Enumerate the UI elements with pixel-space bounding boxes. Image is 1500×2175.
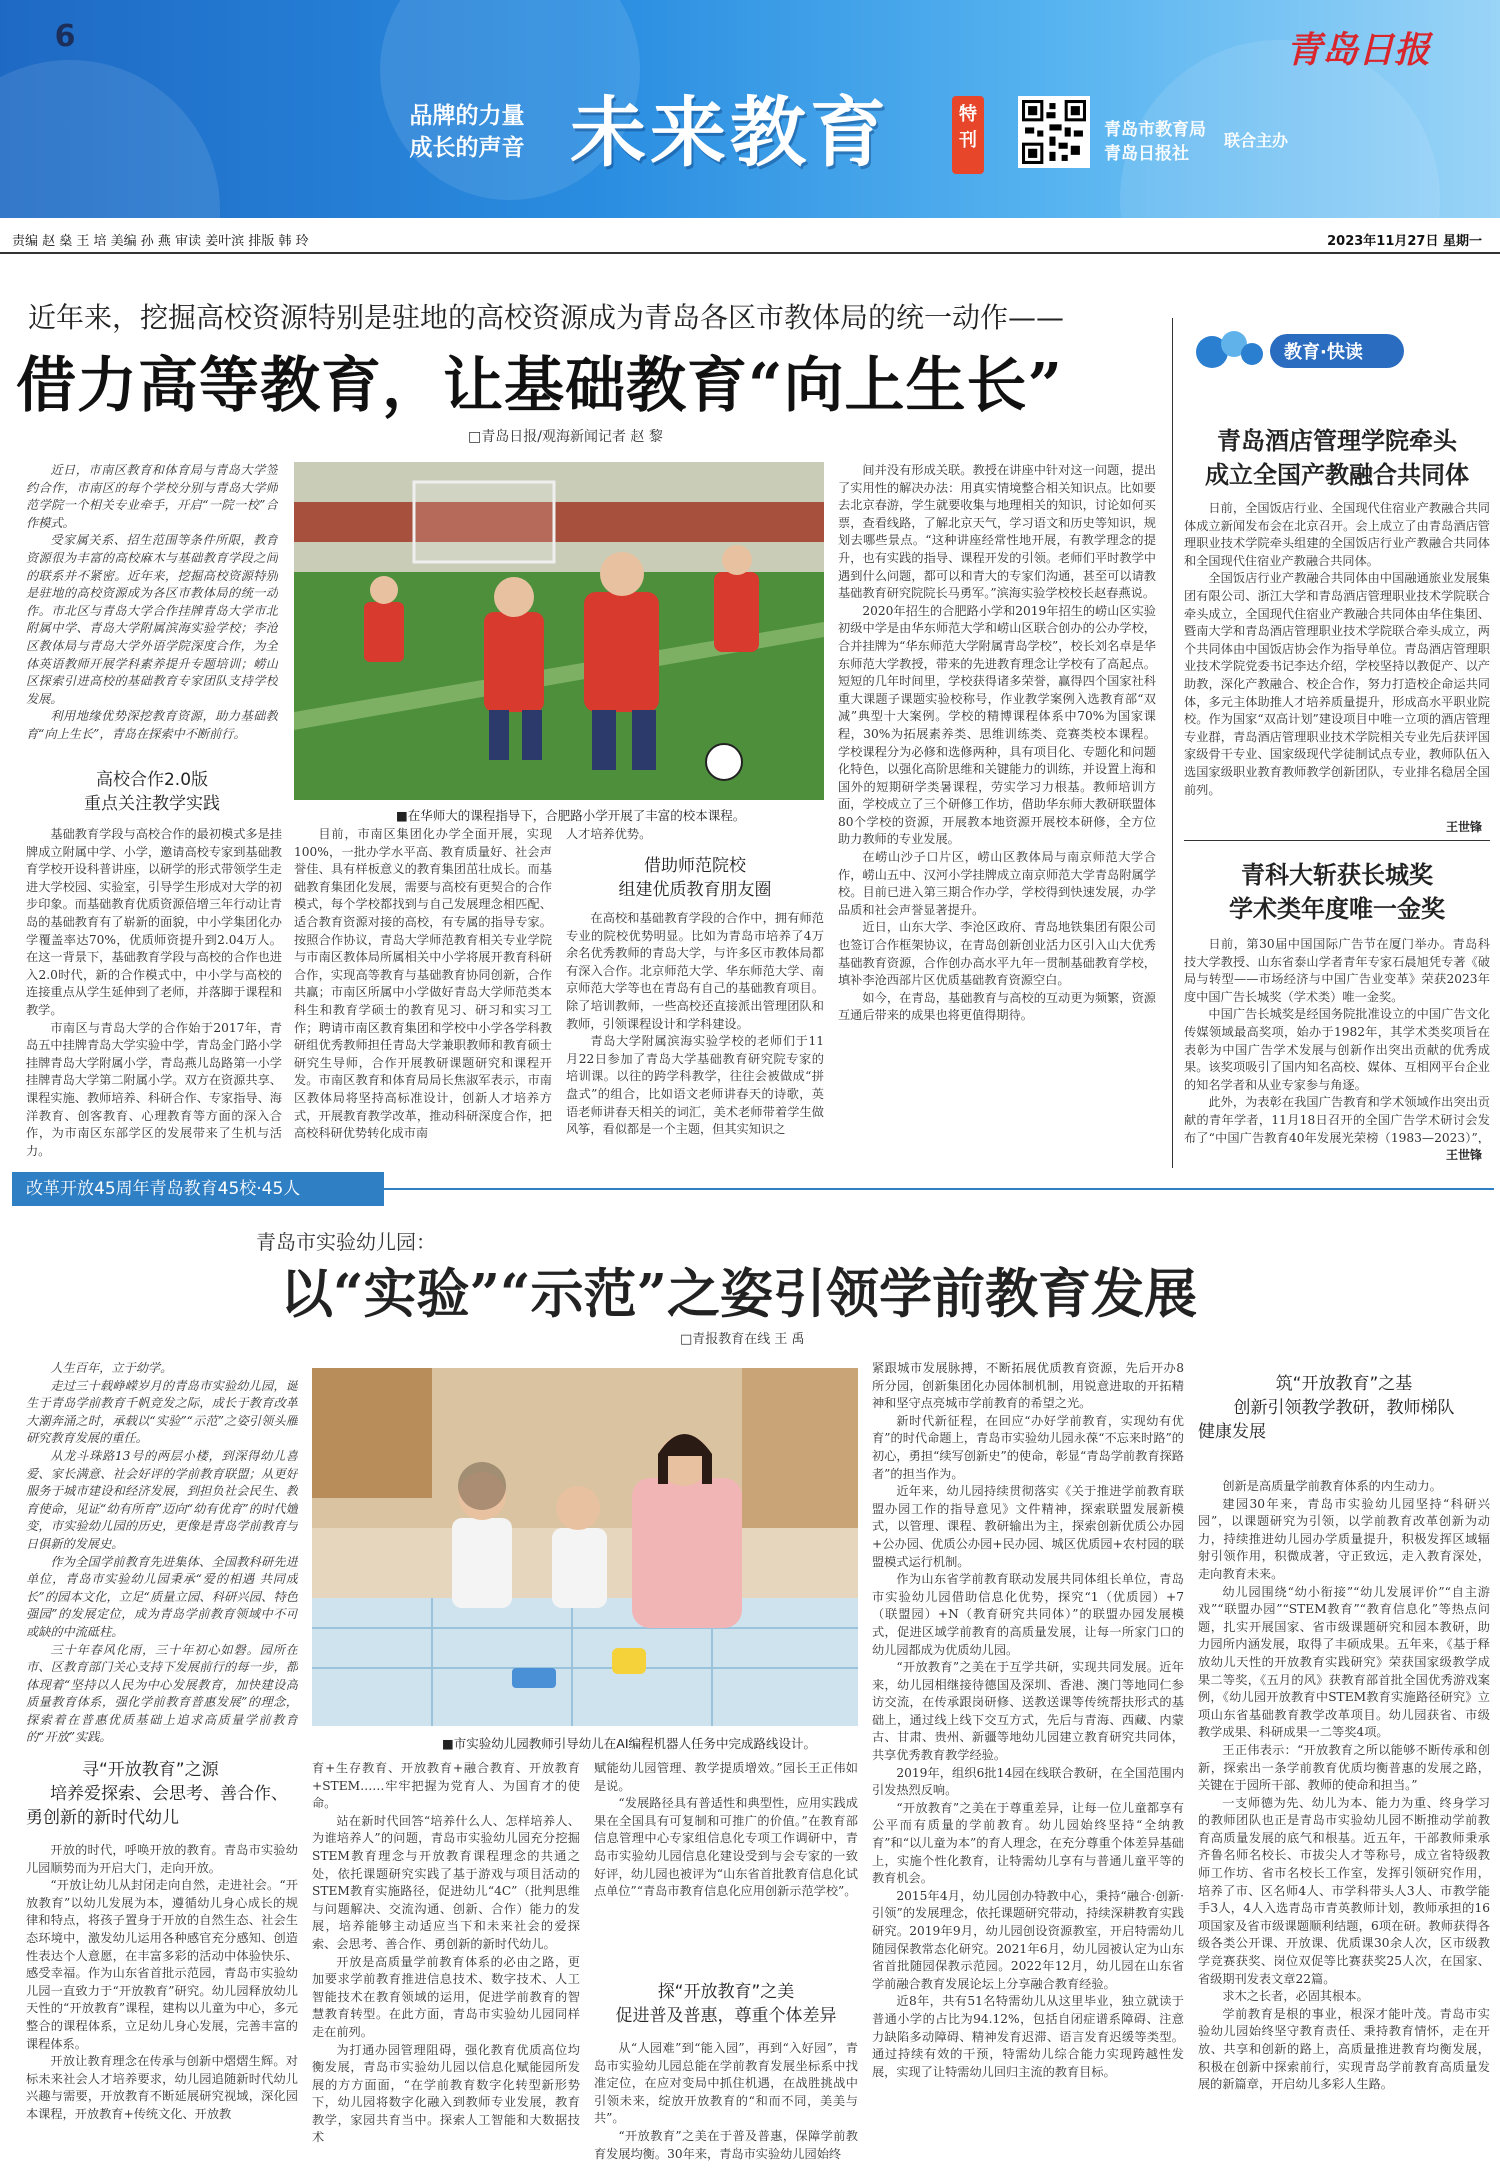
paragraph: 在高校和基础教育学段的合作中，拥有师范专业的院校优势明显。比如为青岛市培养了4万余名优秀教师的青岛大学，与许多区市教体局都有深入合作。北京师范大学、华东师范大学、南京师范大学等也在青岛有自己的基础教育项目。除了培训教师，一些高校还直接派出管理团队和教师，引领课程设计和学科建设。	[566, 911, 824, 1031]
story2-subhead-1	[26, 1758, 298, 1830]
story2-photo	[312, 1368, 858, 1726]
title-line: 青岛酒店管理学院牵头	[1217, 426, 1457, 455]
slogan-line: 品牌的力量	[409, 103, 525, 129]
paragraph: “开放教育”之美在于尊重差异，让每一位儿童都享有公平而有质量的学前教育。幼儿园始终坚持“全纳教育”和“以儿童为本”的育人理念，在充分尊重个体差异基础上，实施个性化教育，让特需幼儿享有与普通儿童平等的教育机会。	[872, 1800, 1184, 1886]
paragraph: 走过三十载峥嵘岁月的青岛市实验幼儿园，诞生于青岛学前教育千帆竞发之际，成长于教育改革大潮奔涌之时，承载以“实验”“示范”之姿引领头雁研究教育发展的重任。	[26, 1378, 298, 1446]
story2-photo-caption: ■市实验幼儿园教师引导幼儿在AI编程机器人任务中完成路线设计。	[442, 1736, 817, 1751]
story1-headline: 借力高等教育，让基础教育“向上生长”	[16, 351, 1064, 421]
paragraph: 幼儿园围绕“幼小衔接”“幼儿发展评价”“自主游戏”“联盟办园”“STEM教育”“教育信息化”等热点问题，扎实开展国家、省市级课题研究和园本教研，助力园所内涵发展，取得了丰硕成果。五年来，《基于释放幼儿天性的开放教育实践研究》荣获国家级教学成果二等奖，《五月的风》获教育部首批全国优秀游戏案例，《幼儿园开放教育中STEM教育实施路径研究》立项山东省基础教育教学改革项目。幼儿园获省、市级教学成果、科研成果一二等奖4项。	[1198, 1584, 1490, 1740]
story2-subhead-4	[1198, 1372, 1490, 1444]
column-divider	[1172, 318, 1173, 1168]
sidebar-item1-body	[1184, 500, 1490, 816]
story2-kicker: 青岛市实验幼儿园：	[256, 1230, 436, 1254]
story2-column-3	[594, 1760, 858, 1966]
paragraph: 一支师德为先、幼儿为本、能力为重、终身学习的教师团队也正是青岛市实验幼儿园不断推动学前教育高质量发展的底气和根基。近五年，干部教师秉承齐鲁名师名校长、市拔尖人才等称号，成立省特级教师工作坊、省市名校长工作室，发挥引领研究作用，培养了市、区名师4人、市学科带头人3人、市教学能手3人，4人入选青岛市青英教师计划，教师承担的16项国家及省市级课题顺利结题，6项在研。教师获得各级各类公开课、开放课、优质课30余人次，区市级教学竞赛获奖、岗位双促等比赛获奖25人次，在国家、省级期刊发表文章22篇。	[1198, 1795, 1490, 1986]
paragraph: 开放的时代，呼唤开放的教育。青岛市实验幼儿园顺势而为开启大门，走向开放。	[26, 1843, 298, 1875]
special-tag-text: 特刊	[959, 104, 977, 151]
paragraph: 学前教育是根的事业，根深才能叶茂。青岛市实验幼儿园始终坚守教育责任、秉持教育情怀，走在开放、共享和创新的路上，高质量推进教育均衡发展，积极在创新中探索前行，实现青岛学前教育高质量发展的新篇章，开启幼儿多彩人生路。	[1198, 2006, 1490, 2092]
paragraph: 近日，市南区教育和体育局与青岛大学签约合作，市南区的每个学校分别与青岛大学师范学院一个相关专业牵手，开启“一院一校”合作模式。	[26, 463, 278, 530]
paragraph: 赋能幼儿园管理、教学提质增效。”园长王正伟如是说。	[594, 1761, 858, 1793]
quick-read-label: 教育·快读	[1284, 342, 1363, 363]
story1-column-3-top	[566, 826, 824, 846]
paragraph: 从“人园难”到“能入园”，再到“入好园”，青岛市实验幼儿园总能在学前教育发展坐标系中找准定位，在应对变局中抓住机遇，在战胜挑战中引领未来，绽放开放教育的“和而不同，美美与共”。	[594, 2041, 858, 2126]
sponsors	[1104, 118, 1206, 166]
paragraph: 近8年，共有51名特需幼儿从这里毕业，独立就读于普通小学的占比为94.12%，包括自闭症谱系障碍、注意力缺陷多动障碍、精神发育迟滞、语言发育迟缓等类型。通过持续有效的干预，特需幼儿综合能力实现跨越性发展，实现了让特需幼儿回归主流的教育目标。	[872, 1994, 1184, 2079]
education-quick-read-logo	[1190, 322, 1410, 376]
paragraph: “开放教育”之美在于普及普惠，保障学前教育发展均衡。30年来，青岛市实验幼儿园始终	[594, 2128, 858, 2161]
paragraph: 作为山东省学前教育联动发展共同体组长单位，青岛市实验幼儿园借助信息化优势，探究“1（优质园）+7（联盟园）+N（教育研究共同体）”的联盟办园发展模式，促进区域学前教育的高质量发展，让每一所家门口的幼儿园都成为优质幼儿园。	[872, 1572, 1184, 1657]
story1-lead	[26, 462, 278, 762]
paragraph: 从龙斗珠路13号的两层小楼，到深得幼儿喜爱、家长满意、社会好评的学前教育联盟；从更好服务于城市建设和经济发展，到担负社会民生、教育使命，见证“幼有所育”迈向“幼有优育”的时代嬗变，市实验幼儿园的历史，更像是青岛学前教育与日俱新的发展史。	[26, 1448, 298, 1551]
paragraph: 求木之长者，必固其根本。	[1222, 1989, 1369, 2004]
paragraph: 目前，市南区集团化办学全面开展，实现100%，一批办学水平高、教育质量好、社会声誉佳、具有样板意义的教育集团茁壮成长。而基础教育集团化发展，需要与高校有更契合的合作模式，每个学校都找到与自己发展理念相匹配、适合教育资源对接的高校，有专属的指导专家。按照合作协议，青岛大学师范教育相关专业学院与市南区教体局所属相关中小学将展开教育科研合作，实现高等教育与基础教育协同创新，合作共赢；市南区所属中小学做好青岛大学师范类本科生和教育学硕士的教育见习、研习和实习工作；聘请市南区教育集团和学校中小学各学科教研组优秀教师担任青岛大学兼职教师和教育硕士研究生导师，合作开展教研课题研究和课程开发。市南区教育和体育局局长焦淑军表示，市南区教体局将坚持高标准设计，创新人才培养方式，开展教育教学改革，推动科研深度合作，把高校科研优势转化成市南	[294, 827, 552, 1141]
banner-title: 未来教育	[570, 88, 890, 177]
paragraph: 开放让教育理念在传承与创新中熠熠生辉。对标未来社会人才培养要求，幼儿园追随新时代幼儿兴趣与需要，开放教育不断延展研究视域，深化园本课程，开放教育+传统文化、开放教	[26, 2054, 298, 2121]
subhead-line: 健康发展	[1198, 1422, 1266, 1442]
subhead-line: 高校合作2.0版	[95, 770, 209, 790]
title-line: 成立全国产教融合共同体	[1205, 460, 1469, 489]
paragraph: 人才培养优势。	[566, 827, 652, 841]
section-rule	[384, 1188, 1494, 1190]
story1-subhead-2	[566, 854, 824, 902]
paragraph: 新时代新征程，在回应“办好学前教育，实现幼有优育”的时代命题上，青岛市实验幼儿园永葆“不忘来时路”的初心，勇担“续写创新史”的使命，彰显“青岛学前教育探路者”的担当作为。	[872, 1413, 1184, 1481]
sidebar-item1-title	[1184, 424, 1490, 492]
qr-code-icon[interactable]	[1018, 96, 1090, 168]
paragraph: 紧跟城市发展脉搏，不断拓展优质教育资源，先后开办8所分园，创新集团化办园体制机制，用锐意进取的开拓精神和坚守点亮城市学前教育的希望之光。	[872, 1361, 1184, 1411]
paragraph: 开放是高质量学前教育体系的必由之路，更加要求学前教育推进信息技术、数字技术、人工智能技术在教育领域的运用，促进学前教育的智慧教育转型。在此方面，青岛市实验幼儿园同样走在前列。	[312, 1954, 580, 2039]
story1-photo-caption: ■在华师大的课程指导下，合肥路小学开展了丰富的校本课程。	[396, 808, 746, 823]
kindergarten-photo-graphic	[312, 1368, 858, 1726]
story2-byline: □青报教育在线 王 禹	[680, 1332, 805, 1347]
editor-credits: 责编 赵 燊 王 培 美编 孙 燕 审读 姜叶滨 排版 韩 玲	[12, 234, 309, 249]
story1-column-4	[838, 462, 1156, 1162]
paragraph: 市南区与青岛大学的合作始于2017年，青岛五中挂牌青岛大学实验中学，青岛金门路小学挂牌青岛大学附属小学，青岛燕儿岛路第一小学挂牌青岛大学第二附属小学。双方在资源共享、课程实施、教师培养、科研合作、专家指导、海洋教育、创客教育、心理教育等方面的深入合作，为市南区东部学区的发展带来了生机与活力。	[26, 1020, 282, 1158]
paragraph: 建园30年来，青岛市实验幼儿园坚持“科研兴园”，以课题研究为引领，以学前教育改革创新为动力，持续推进幼儿园办学质量提升，积极发挥区域辐射引领作用，积微成著，守正致远，走入教育深处，走向教育未来。	[1198, 1496, 1490, 1581]
paragraph: 三十年春风化雨，三十年初心如磐。园所在市、区教育部门关心支持下发展前行的每一步，都体现着“坚持以人民为中心发展教育，加快建设高质量教育体系，强化学前教育普惠发展”的理念，探索着在普惠优质基础上追求高质量学前教育的“开放”实践。	[26, 1642, 298, 1745]
paragraph: 育+生存教育、开放教育+融合教育、开放教育+STEM……牢牢把握为党育人、为国育才的使命。	[312, 1761, 580, 1811]
section-bar: 改革开放45周年青岛教育45校·45人	[12, 1172, 384, 1206]
paragraph: 人生百年，立于幼学。	[50, 1361, 173, 1375]
paper-logo: 青岛日报	[1285, 29, 1430, 71]
story2-headline: 以“实验”“示范”之姿引领学前教育发展	[280, 1263, 1197, 1325]
paragraph: 2015年4月，幼儿园创办特教中心，秉持“融合·创新·引领”的发展理念，依托课题研究带动，持续深耕教育实践研究。2019年9月，幼儿园创设资源教室，开启特需幼儿随园保教常态化研究。2021年6月，幼儿园被认定为山东省首批随园保教示范园。2022年12月，幼儿园在山东省学前融合教育发展论坛上分享融合教育经验。	[872, 1888, 1184, 1991]
story1-column-2	[294, 826, 552, 1162]
story1-photo	[294, 462, 824, 800]
paragraph: 近日，山东大学、李沧区政府、青岛地铁集团有限公司也签订合作框架协议，在青岛创新创业活力区引入山大优秀基础教育资源，合作创办高水平九年一贯制基础教育学校，填补李沧西部片区优质基础教育资源空白。	[838, 920, 1156, 988]
story2-column-2	[312, 1760, 580, 2164]
paragraph: 利用地缘优势深挖教育资源，助力基础教育“向上生长”，青岛在探索中不断前行。	[26, 709, 278, 741]
subhead-line: 筑“开放教育”之基	[1275, 1374, 1413, 1394]
story1-column-1	[26, 826, 282, 1162]
story1-byline: □青岛日报/观海新闻记者 赵 黎	[468, 429, 663, 445]
paragraph: 如今，在青岛，基础教育与高校的互动更为频繁，资源互通后带来的成果也将更值得期待。	[838, 990, 1156, 1023]
sidebar-item2-body	[1184, 936, 1490, 1144]
sponsor-name: 青岛市教育局	[1104, 120, 1206, 140]
soccer-photo-graphic	[294, 462, 824, 800]
title-line: 青科大斩获长城奖	[1241, 860, 1433, 889]
title-line: 学术类年度唯一金奖	[1229, 894, 1445, 923]
sponsor-note: 联合主办	[1224, 131, 1289, 150]
story2-column-5	[1198, 1478, 1490, 2164]
sidebar-divider	[1184, 840, 1490, 841]
qr-code-graphic	[1022, 100, 1086, 164]
paragraph: 站在新时代回答“培养什么人、怎样培养人、为谁培养人”的问题，青岛市实验幼儿园充分挖掘STEM教育理念与开放教育课程理念的共通之处，依托课题研究实践了基于游戏与项目活动的STEM教育实施路径，促进幼儿“4C”（批判思维与问题解决、交流沟通、创新、合作）能力的发展，培养能够主动适应当下和未来社会的爱探索、会思考、善合作、勇创新的新时代幼儿。	[312, 1813, 580, 1951]
paragraph: 青岛大学附属滨海实验学校的老师们于11月22日参加了青岛大学基础教育研究院专家的培训课。以往的跨学科教学，往往会被做成“拼盘式”的组合，比如语文老师讲春天的诗歌，英语老师讲春天相关的词汇，美术老师带着学生做风筝，看似都是一个主题，但其实知识之	[566, 1034, 824, 1137]
paragraph: 近年来，幼儿园持续贯彻落实《关于推进学前教育联盟办园工作的指导意见》文件精神，探索联盟发展新模式，以管理、课程、教研输出为主，探索创新优质公办园+公办园、优质公办园+民办园、城区优质园+农村园的联盟模式运行机制。	[872, 1484, 1184, 1569]
paragraph: 创新是高质量学前教育体系的内生动力。	[1222, 1479, 1442, 1493]
paragraph: 间并没有形成关联。教授在讲座中针对这一问题，提出了实用性的解决办法：用真实情境整合相关知识点。比如要去北京春游，学生就要收集与地理相关的知识，讨论如何买票，查看线路，了解北京天气，学习语文和历史等知识，规划去哪些景点。“这种讲座经常性地开展，有教学理念的提升，也有实践的指导、课程开发的引领。老师们平时教学中遇到什么问题，都可以和青大的专家们沟通，甚至可以请教基础教育研究院院长马勇军。”滨海实验学校校长赵春燕说。	[838, 463, 1156, 601]
paragraph: 2019年，组织6批14园在线联合教研，在全国范围内引发热烈反响。	[872, 1765, 1184, 1798]
sponsor-name: 青岛日报社	[1104, 144, 1189, 164]
editor-bar	[0, 228, 1500, 254]
subhead-line: 组建优质教育朋友圈	[618, 880, 772, 900]
paragraph: 为打通办园管理阻碍，强化教育优质高位均衡发展，青岛市实验幼儿园以信息化赋能园所发展的方方面面，“在学前教育数字化转型新形势下，幼儿园将数字化融入到教师专业发展，教育教学，家园共育当中。探索人工智能和大数据技术	[312, 2042, 580, 2145]
subhead-line: 借助师范院校	[644, 856, 746, 876]
paragraph: 王正伟表示：“开放教育之所以能够不断传承和创新，探索出一条学前教育优质均衡普惠的发展之路，关键在于园所干部、教师的使命和担当。”	[1198, 1742, 1490, 1793]
paragraph: 基础教育学段与高校合作的最初模式多是挂牌成立附属中学、小学，邀请高校专家到基础教育学校开设科普讲座，以研学的形式带领学生走进大学校园、实验室，引导学生形成对大学的初步印象。而基础教育优质资源倍增三年行动让青岛的基础教育有了崭新的面貌，中小学集团化办学覆盖率达70%，优质师资提升到2.04万人。在这一背景下，基础教育学段与高校的合作也进入2.0时代，新的合作模式中，中小学与高校的连接重点从学生延伸到了老师，并落脚于课程和教学。	[26, 827, 282, 1017]
subhead-line: 促进普及普惠，尊重个体差异	[615, 2006, 837, 2026]
paragraph: 日前，第30届中国国际广告节在厦门举办。青岛科技大学教授、山东省泰山学者青年专家石晨旭凭专著《破局与转型——市场经济与中国广告业变革》荣获2023年度中国广告长城奖（学术类）唯一金奖。	[1184, 937, 1490, 1004]
subhead-line: 重点关注教学实践	[84, 794, 220, 814]
paragraph: 全国饭店行业产教融合共同体由中国融通旅业发展集团有限公司、浙江大学和青岛酒店管理职业技术学院联合牵头成立，全国现代住宿业产教融合共同体由华住集团、暨南大学和青岛酒店管理职业技术学院联合牵头成立，两个共同体由中国饭店协会作为指导单位。青岛酒店管理职业技术学院党委书记李达介绍，学校坚持以教促产、以产助教，深化产教融合、校企合作，努力打造校企命运共同体，多元主体助推人才培养质量提升，形成高水平职业院校。作为国家“双高计划”建设项目中唯一立项的酒店管理专业群，青岛酒店管理职业技术学院相关专业先后获评国家级骨干专业、国家级现代学徒制试点专业，教师队伍入选国家级职业教育教师教学创新团队，专业排名稳居全国前列。	[1184, 571, 1490, 797]
story1-column-3	[566, 910, 824, 1162]
subhead-line: 探“开放教育”之美	[657, 1982, 795, 2002]
subhead-line: 勇创新的新时代幼儿	[26, 1808, 179, 1828]
paragraph: “发展路径具有普适性和典型性，应用实践成果在全国具有可复制和可推广的价值。”在教育部信息管理中心专家组信息化专项工作调研中，青岛市实验幼儿园信息化建设受到与会专家的一致好评，幼儿园也被评为“山东省首批教育信息化试点单位”“青岛市教育信息化应用创新示范学校”。	[594, 1796, 858, 1899]
story2-column-3-tail	[594, 2040, 858, 2164]
decor-circle	[0, 60, 220, 218]
paragraph: “开放让幼儿从封闭走向自然，走进社会。“开放教育”以幼儿发展为本，遵循幼儿身心成长的规律和特点，将孩子置身于开放的自然生态、社会生态环境中，激发幼儿运用各种感官充分感知、创造性表达个人意愿，在丰富多彩的活动中体验快乐、感受幸福。作为山东省首批示范园，青岛市实验幼儿园一直致力于“开放教育”研究。幼儿园释放幼儿天性的“开放教育”课程，建构以儿童为中心，多元整合的课程体系，立足幼儿身心发展，完善丰富的课程体系。	[26, 1878, 298, 2051]
story2-column-1	[26, 1842, 298, 2164]
slogan	[392, 100, 542, 164]
subhead-line: 创新引领教学教研，教师梯队	[1233, 1398, 1455, 1418]
paragraph: 作为全国学前教育先进集体、全国教科研先进单位，青岛市实验幼儿园秉承“爱的相遇 共同成长”的园本文化，立足“质量立园、科研兴园、特色强园”的发展定位，成为青岛学前教育领域中不可或缺的中流砥柱。	[26, 1554, 298, 1639]
paragraph: 此外，为表彰在我国广告教育和学术领域作出突出贡献的青年学者，11月18日召开的全国广告学术研讨会发布了“中国广告教育40年发展光荣榜（1983—2023）”，	[1184, 1095, 1490, 1144]
paragraph: 中国广告长城奖是经国务院批准设立的中国广告文化传媒领域最高奖项，始办于1982年，其学术类奖项旨在表彰为中国广告学术发展与创新作出突出贡献的优秀成果。该奖项吸引了国内知名高校、媒体、互相网平台企业的知名学者和从业专家参与角逐。	[1184, 1007, 1490, 1092]
paragraph: “开放教育”之美在于互学共研，实现共同发展。近年来，幼儿园相继接待德国及深圳、香港、澳门等地同仁参访交流，在传承跟岗研修、送教送课等传统帮扶形式的基础上，通过线上线下交互方式，先后与青海、西藏、内蒙古、甘肃、贵州、新疆等地幼儿园建立教育研究共同体，共享优秀教育教学经验。	[872, 1660, 1184, 1763]
story1-subhead	[26, 768, 278, 816]
sidebar-item2-title	[1184, 858, 1490, 926]
paragraph: 日前，全国饭店行业、全国现代住宿业产教融合共同体成立新闻发布会在北京召开。会上成立了由青岛酒店管理职业技术学院牵头组建的全国饭店行业产教融合共同体和全国现代住宿业产教融合共同体。	[1184, 501, 1490, 568]
story2-lead	[26, 1360, 298, 1750]
story1-kicker: 近年来，挖掘高校资源特别是驻地的高校资源成为青岛各区市教体局的统一动作——	[28, 301, 1065, 334]
slogan-line: 成长的声音	[409, 135, 525, 161]
special-issue-tag	[952, 96, 984, 174]
page-number: 6	[54, 19, 76, 54]
paragraph: 在崂山沙子口片区，崂山区教体局与南京师范大学合作，崂山五中、汉河小学挂牌成立南京师范大学青岛附属学校。目前已进入第三期合作办学，学校得到快速发展，办学品质和社会声誉显著提升。	[838, 850, 1156, 917]
story2-subhead-3	[594, 1980, 858, 2028]
subhead-line: 培养爱探索、会思考、善合作、	[50, 1784, 288, 1804]
story2-column-4	[872, 1360, 1184, 2164]
sidebar-item2-author: 王世锋	[1446, 1148, 1483, 1162]
sidebar-item1-author: 王世锋	[1446, 820, 1483, 834]
issue-date: 2023年11月27日 星期一	[1327, 234, 1482, 249]
subhead-line: 寻“开放教育”之源	[82, 1760, 219, 1780]
paragraph: 2020年招生的合肥路小学和2019年招生的崂山区实验初级中学是由华东师范大学和崂山区联合创办的公办学校，合并挂牌为“华东师范大学附属青岛学校”，校长刘名卓是华东师范大学教授，带来的先进教育理念让学校有了高起点。短短的几年时间里，学校获得诸多荣誉，赢得四个国家社科重大课题子课题实验校称号，作业教学案例入选教育部“双减”典型十大案例。学校的精博课程体系中70%为国家课程，30%为拓展素养类、思维训练类、竞赛类校本课程。学校课程分为必修和选修两种，具有项目化、专题化和问题化特色，以强化高阶思维和关键能力的训练，并设置上海和国外的短期研学类暑课程，劳实学习力根基。教师培训方面，学校成立了三个研修工作坊，借助华东师大教研联盟体80个学校的资源，开展教本地资源开展校本研修，全方位助力教师的专业发展。	[838, 603, 1156, 847]
paragraph: 受家属关系、招生范围等条件所限，教育资源很为丰富的高校麻木与基础教育学段之间的联系并不紧密。近年来，挖掘高校资源特别是驻地的高校资源成为各区市教体局的统一动作。市北区与青岛大学合作挂牌青岛大学市北附属中学、青岛大学附属滨海实验学校；李沧区教体局与青岛大学外语学院深度合作，为全体英语教师开展学科素养提升专题培训；崂山区探索引进高校的基础教育专家团队支持学校发展。	[26, 533, 278, 706]
